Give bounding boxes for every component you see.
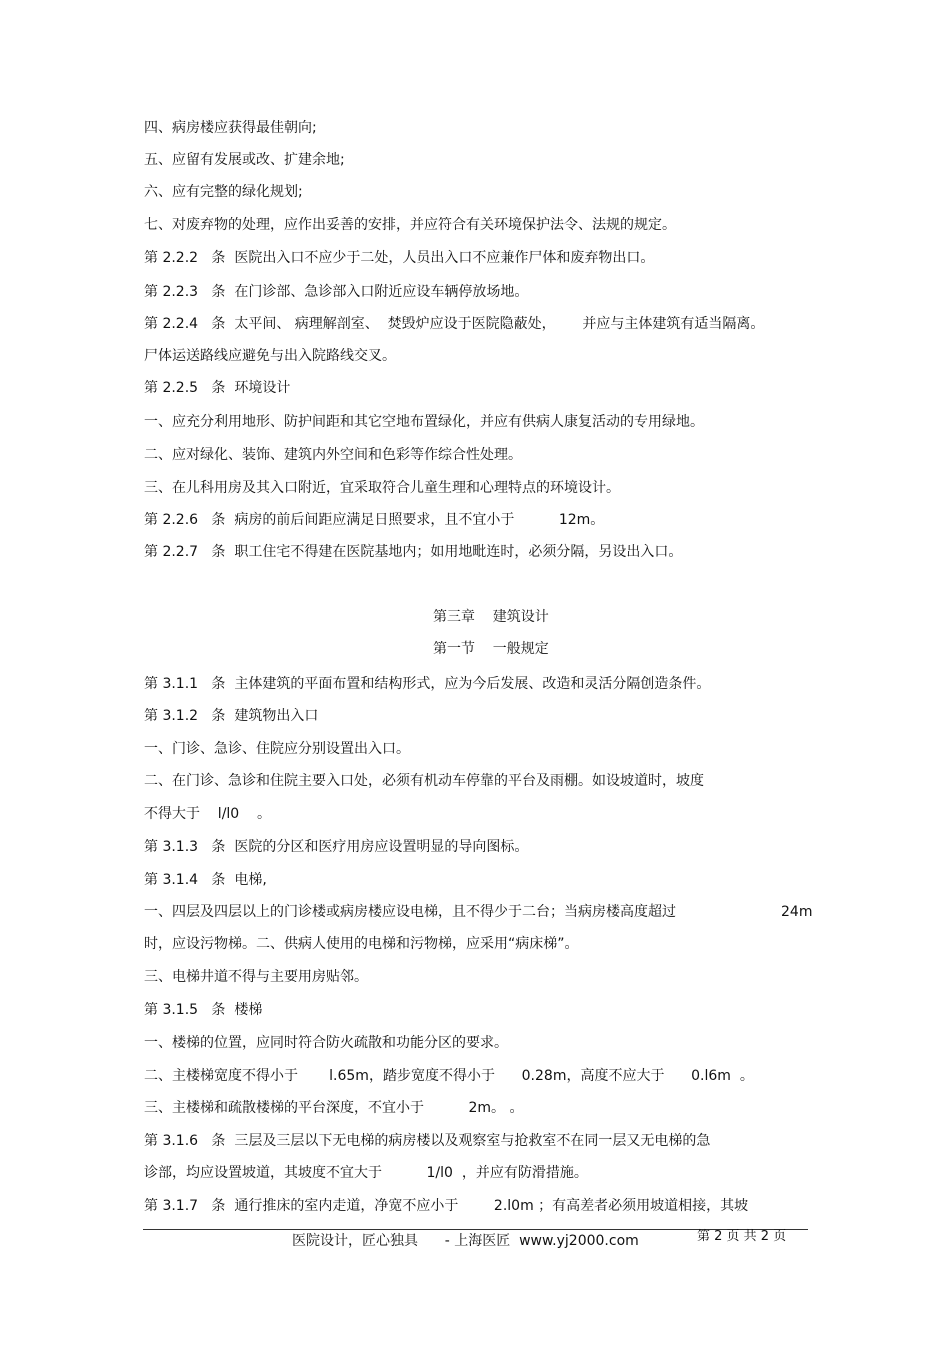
text-line: 二、应对绿化、装饰、建筑内外空间和色彩等作综合性处理。 <box>144 447 522 463</box>
height-value: 24m <box>781 904 813 920</box>
text-line: 二、主楼梯宽度不得小于 l.65m，踏步宽度不得小于 0.28m，高度不应大于 0.l6m 。 <box>144 1068 754 1084</box>
text-line: 第 3.1.2 条 建筑物出入口 <box>144 708 319 724</box>
text-line: 二、在门诊、急诊和住院主要入口处，必须有机动车停靠的平台及雨棚。如设坡道时，坡度 <box>144 773 704 789</box>
text-line: 时，应设污物梯。二、供病人使用的电梯和污物梯，应采用“病床梯”。 <box>144 936 579 952</box>
text-line: 一、应充分利用地形、防护间距和其它空地布置绿化，并应有供病人康复活动的专用绿地。 <box>144 414 704 430</box>
section-title: 第一节 一般规定 <box>433 641 549 657</box>
text-line: 一、楼梯的位置，应同时符合防火疏散和功能分区的要求。 <box>144 1035 508 1051</box>
text-line: 第 2.2.7 条 职工住宅不得建在医院基地内；如用地毗连时，必须分隔，另设出入口。 <box>144 544 683 560</box>
footer-slogan: 医院设计，匠心独具 - 上海医匠 www.yj2000.com <box>292 1233 639 1249</box>
text-line: 尸体运送路线应避免与出入院路线交叉。 <box>144 348 396 364</box>
text-line: 第 2.2.4 条 太平间、 病理解剖室、 焚毁炉应设于医院隐蔽处， 并应与主体建筑有适当隔离。 <box>144 316 765 332</box>
text-line: 第 3.1.6 条 三层及三层以下无电梯的病房楼以及观察室与抢救室不在同一层又无电梯的急 <box>144 1133 711 1149</box>
text-line: 一、四层及四层以上的门诊楼或病房楼应设电梯，且不得少于二台；当病房楼高度超过 <box>144 904 676 920</box>
text-line: 三、电梯井道不得与主要用房贴邻。 <box>144 969 368 985</box>
text-line: 不得大于 l/l0 。 <box>144 806 272 822</box>
text-line: 第 2.2.5 条 环境设计 <box>144 380 291 396</box>
text-line: 三、在儿科用房及其入口附近，宜采取符合儿童生理和心理特点的环境设计。 <box>144 480 620 496</box>
text-line: 第 3.1.7 条 通行推床的室内走道，净宽不应小于 2.l0m ；有高差者必须用坡道相接，其坡 <box>144 1198 749 1214</box>
text-line: 一、门诊、急诊、住院应分别设置出入口。 <box>144 741 410 757</box>
text-line: 第 2.2.2 条 医院出入口不应少于二处，人员出入口不应兼作尸体和废弃物出口。 <box>144 250 655 266</box>
text-line: 第 3.1.5 条 楼梯 <box>144 1002 263 1018</box>
text-line: 第 3.1.1 条 主体建筑的平面布置和结构形式，应为今后发展、改造和灵活分隔创造条件。 <box>144 676 711 692</box>
text-line: 四、病房楼应获得最佳朝向; <box>144 120 317 136</box>
text-line: 第 3.1.3 条 医院的分区和医疗用房应设置明显的导向图标。 <box>144 839 529 855</box>
text-line: 第 2.2.6 条 病房的前后间距应满足日照要求，且不宜小于 12m。 <box>144 512 605 528</box>
text-line: 五、应留有发展或改、扩建余地; <box>144 152 345 168</box>
text-line: 第 2.2.3 条 在门诊部、急诊部入口附近应设车辆停放场地。 <box>144 284 529 300</box>
page-number: 第 2 页 共 2 页 <box>697 1229 787 1244</box>
chapter-title: 第三章 建筑设计 <box>433 609 549 625</box>
text-line: 六、应有完整的绿化规划; <box>144 184 303 200</box>
text-line: 第 3.1.4 条 电梯, <box>144 872 267 888</box>
text-line: 三、主楼梯和疏散楼梯的平台深度，不宜小于 2m。 。 <box>144 1100 524 1116</box>
text-line: 诊部，均应设置坡道，其坡度不宜大于 1/l0 ，并应有防滑措施。 <box>144 1165 588 1181</box>
text-line: 七、对废弃物的处理，应作出妥善的安排，并应符合有关环境保护法令、法规的规定。 <box>144 217 676 233</box>
